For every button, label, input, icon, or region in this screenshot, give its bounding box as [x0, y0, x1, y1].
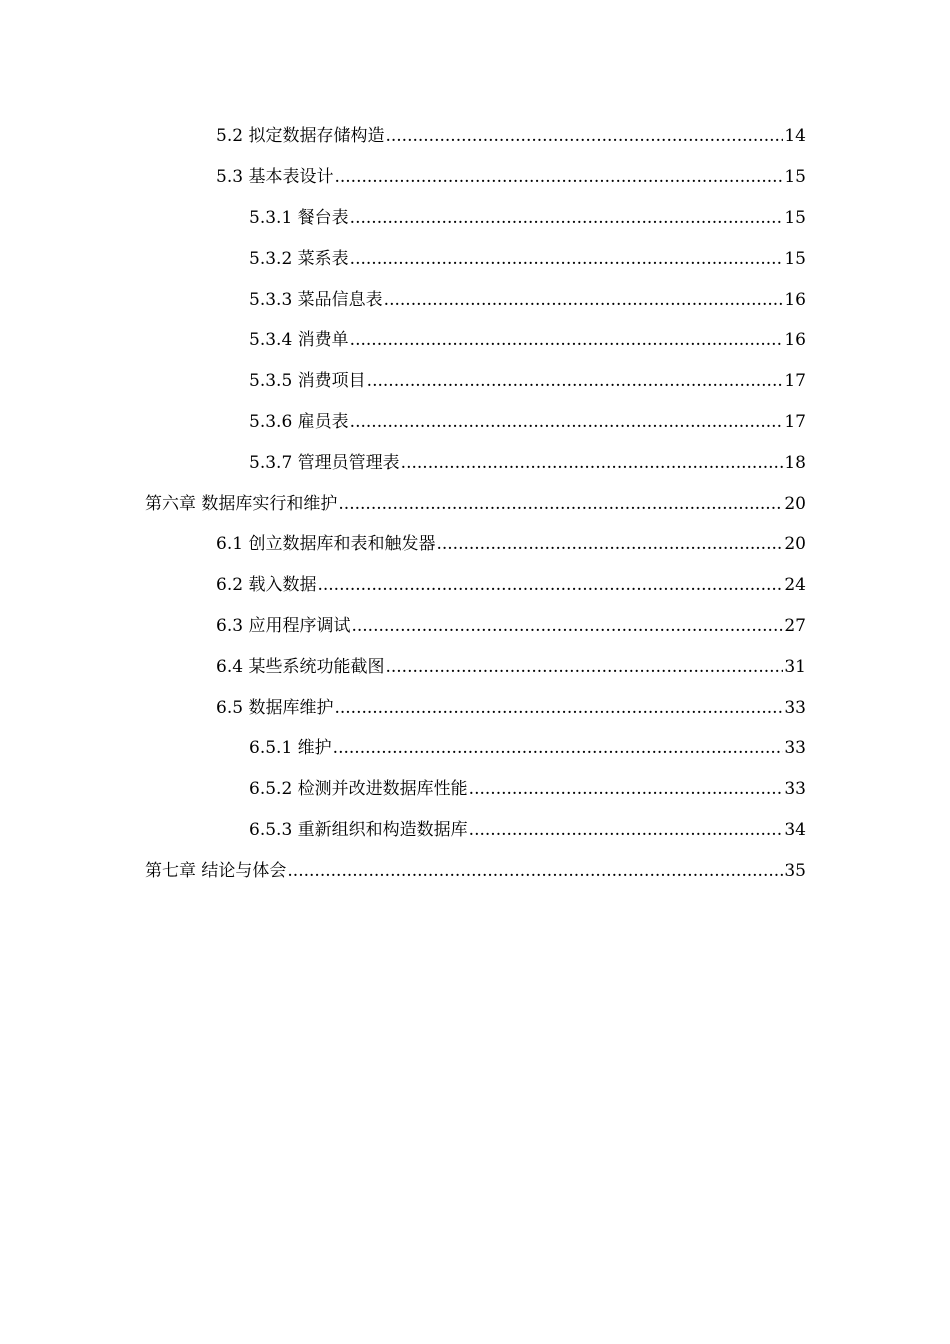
table-of-contents: [0, 116, 950, 891]
toc-entry[interactable]: [0, 687, 950, 728]
toc-entry-page: 35: [784, 860, 806, 881]
toc-entry[interactable]: [0, 238, 950, 279]
toc-entry-page: 33: [784, 697, 806, 718]
toc-entry-title: 5.3.2 菜系表: [249, 248, 349, 269]
toc-entry-title: 6.1 创立数据库和表和触发器: [216, 534, 436, 555]
toc-entry-title: 6.5.1 维护: [249, 738, 332, 759]
toc-entry-page: 16: [784, 330, 806, 351]
toc-entry-page: 27: [784, 615, 806, 636]
toc-entry-title: 5.3.3 菜品信息表: [249, 289, 383, 310]
toc-entry[interactable]: [0, 116, 950, 157]
toc-entry[interactable]: [0, 810, 950, 851]
toc-entry-title: 6.4 某些系统功能截图: [216, 656, 385, 677]
toc-entry[interactable]: [0, 442, 950, 483]
toc-entry-title: 第七章 结论与体会: [145, 860, 287, 881]
toc-entry-title: 6.3 应用程序调试: [216, 615, 351, 636]
toc-entry-page: 20: [784, 493, 806, 514]
toc-entry[interactable]: [0, 565, 950, 606]
toc-dot-leader: [469, 779, 784, 799]
toc-entry-page: 15: [784, 248, 806, 269]
toc-entry[interactable]: [0, 402, 950, 443]
toc-dot-leader: [287, 861, 783, 881]
toc-dot-leader: [350, 208, 784, 228]
toc-entry-title: 5.3 基本表设计: [216, 167, 334, 188]
toc-dot-leader: [436, 534, 783, 554]
toc-dot-leader: [384, 290, 784, 310]
toc-entry[interactable]: [0, 198, 950, 239]
toc-dot-leader: [334, 698, 783, 718]
toc-entry[interactable]: [0, 769, 950, 810]
toc-dot-leader: [333, 738, 784, 758]
toc-dot-leader: [401, 453, 784, 473]
toc-entry-page: 24: [784, 575, 806, 596]
toc-entry-page: 16: [784, 289, 806, 310]
toc-entry-title: 6.5.2 检测并改进数据库性能: [249, 779, 468, 800]
toc-dot-leader: [338, 494, 783, 514]
toc-entry[interactable]: [0, 157, 950, 198]
toc-entry[interactable]: [0, 728, 950, 769]
toc-entry-page: 17: [784, 371, 806, 392]
toc-entry-page: 33: [784, 738, 806, 759]
toc-entry-title: 5.2 拟定数据存储构造: [216, 126, 385, 147]
toc-entry-title: 6.5 数据库维护: [216, 697, 334, 718]
toc-entry-page: 15: [784, 207, 806, 228]
toc-dot-leader: [351, 616, 783, 636]
toc-dot-leader: [350, 249, 784, 269]
toc-entry-title: 5.3.7 管理员管理表: [249, 452, 400, 473]
toc-chapter-entry[interactable]: [0, 483, 950, 524]
toc-entry[interactable]: [0, 361, 950, 402]
toc-chapter-entry[interactable]: [0, 850, 950, 891]
toc-entry-page: 18: [784, 452, 806, 473]
toc-entry-page: 14: [784, 126, 806, 147]
toc-entry[interactable]: [0, 279, 950, 320]
toc-entry-page: 33: [784, 779, 806, 800]
toc-dot-leader: [469, 820, 784, 840]
toc-entry[interactable]: [0, 646, 950, 687]
toc-dot-leader: [367, 371, 784, 391]
toc-entry-title: 5.3.6 雇员表: [249, 411, 349, 432]
toc-entry-page: 34: [784, 819, 806, 840]
toc-entry-title: 6.2 载入数据: [216, 575, 317, 596]
toc-entry[interactable]: [0, 320, 950, 361]
toc-entry-title: 5.3.5 消费项目: [249, 371, 366, 392]
toc-entry-page: 15: [784, 167, 806, 188]
toc-entry-page: 31: [784, 656, 806, 677]
toc-entry-page: 20: [784, 534, 806, 555]
toc-entry[interactable]: [0, 524, 950, 565]
toc-entry-page: 17: [784, 411, 806, 432]
toc-entry[interactable]: [0, 606, 950, 647]
toc-entry-title: 6.5.3 重新组织和构造数据库: [249, 819, 468, 840]
toc-dot-leader: [317, 575, 783, 595]
toc-entry-title: 第六章 数据库实行和维护: [145, 493, 338, 514]
toc-entry-title: 5.3.4 消费单: [249, 330, 349, 351]
toc-dot-leader: [385, 657, 783, 677]
toc-dot-leader: [385, 126, 783, 146]
toc-entry-title: 5.3.1 餐台表: [249, 207, 349, 228]
toc-dot-leader: [350, 330, 784, 350]
toc-dot-leader: [350, 412, 784, 432]
toc-dot-leader: [334, 167, 783, 187]
